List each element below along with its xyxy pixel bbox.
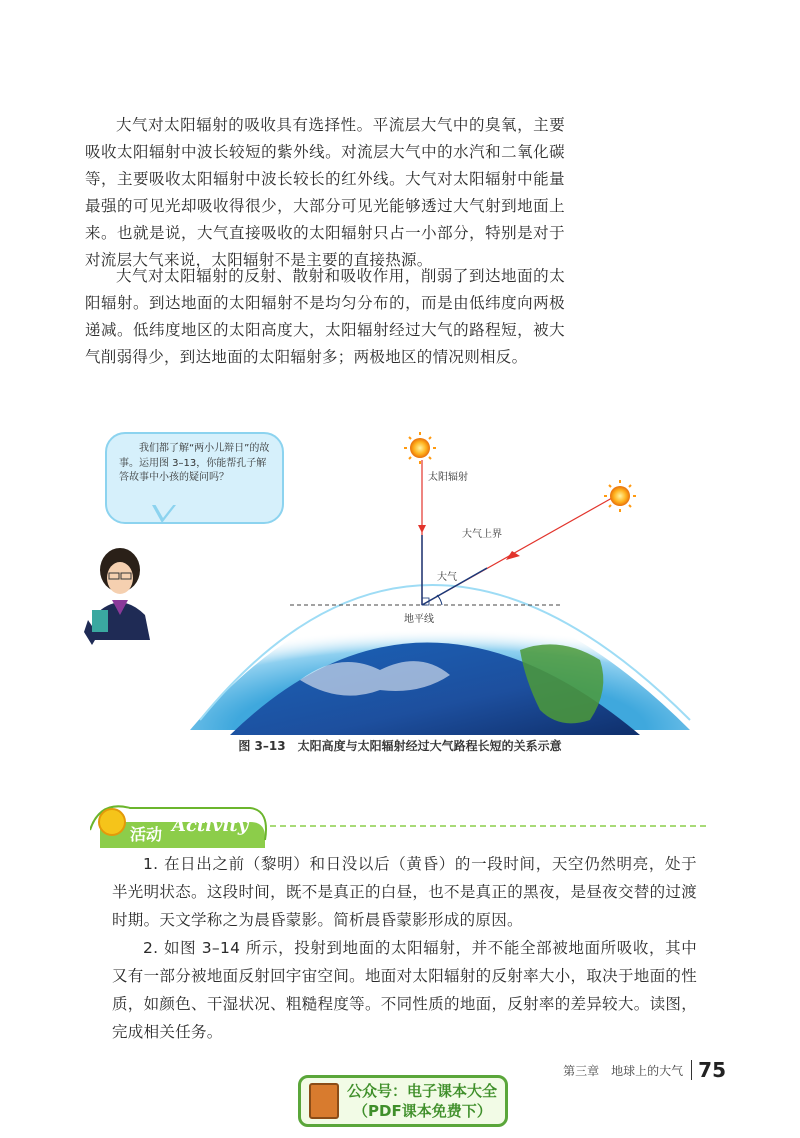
teacher-figure [84,548,150,645]
vertical-ray-arrow [418,525,426,533]
oblique-ray-arrow [506,551,520,560]
speech-bubble-text: 我们都了解“两小儿辩日”的故事。运用图 3–13，你能帮孔子解答故事中小孩的疑问吗？ [119,443,270,483]
solar-radiation-diagram [0,420,800,735]
activity-title-en: Activity [172,815,249,836]
body-paragraph-1: 大气对太阳辐射的吸收具有选择性。平流层大气中的臭氧，主要吸收太阳辐射中波长较短的紫外线。对流层大气中的水汽和二氧化碳等，主要吸收太阳辐射中波长较长的红外线。大气对太阳辐射中能量最强的可见光却吸收得很少，大部分可见光能够透过大气射到地面上来。也就是说，大气直接吸收的太阳辐射只占一小部分，特别是对于对流层大气来说，太阳辐射不是主要的直接热源。 [85,116,565,269]
book-icon [309,1083,339,1119]
label-solar-radiation: 太阳辐射 [428,472,468,483]
stamp-line-2: （PDF课本免费下） [353,1102,492,1120]
stamp-line-1: 公众号：电子课本大全 [347,1082,498,1100]
sun-icon-top [404,432,436,464]
watermark-stamp [298,1075,508,1127]
chapter-label: 第三章 地球上的大气 [563,1063,684,1078]
activity-item-2: 2. 如图 3–14 所示，投射到地面的太阳辐射，并不能全部被地面所吸收，其中又有一部分被地面反射回宇宙空间。地面对太阳辐射的反射率大小，取决于地面的性质，如颜色、干湿状况、粗糙程度等。不同性质的地面，反射率的差异较大。读图，完成相关任务。 [112,939,697,1041]
page-footer [563,1058,726,1082]
footer-separator [691,1060,692,1080]
label-atmosphere: 大气 [437,572,457,583]
label-horizon: 地平线 [404,614,434,625]
label-atmosphere-upper-boundary: 大气上界 [462,529,502,540]
activity-item-1: 1. 在日出之前（黎明）和日没以后（黄昏）的一段时间，天空仍然明亮，处于半光明状态。这段时间，既不是真正的白昼，也不是真正的黑夜，是昼夜交替的过渡时期。天文学称之为晨昏蒙影。简析晨昏蒙影形成的原因。 [112,855,697,929]
body-paragraph-2: 大气对太阳辐射的反射、散射和吸收作用，削弱了到达地面的太阳辐射。到达地面的太阳辐射不是均匀分布的，而是由低纬度向两极递减。低纬度地区的太阳高度大，太阳辐射经过大气的路程短，被大气削弱得少，到达地面的太阳辐射多；两极地区的情况则相反。 [85,267,565,366]
activity-title: 活动 [130,825,163,844]
figure-caption: 图 3–13 太阳高度与太阳辐射经过大气路程长短的关系示意 [238,739,562,753]
sun-icon-side [604,480,636,512]
page-number: 75 [698,1058,726,1082]
